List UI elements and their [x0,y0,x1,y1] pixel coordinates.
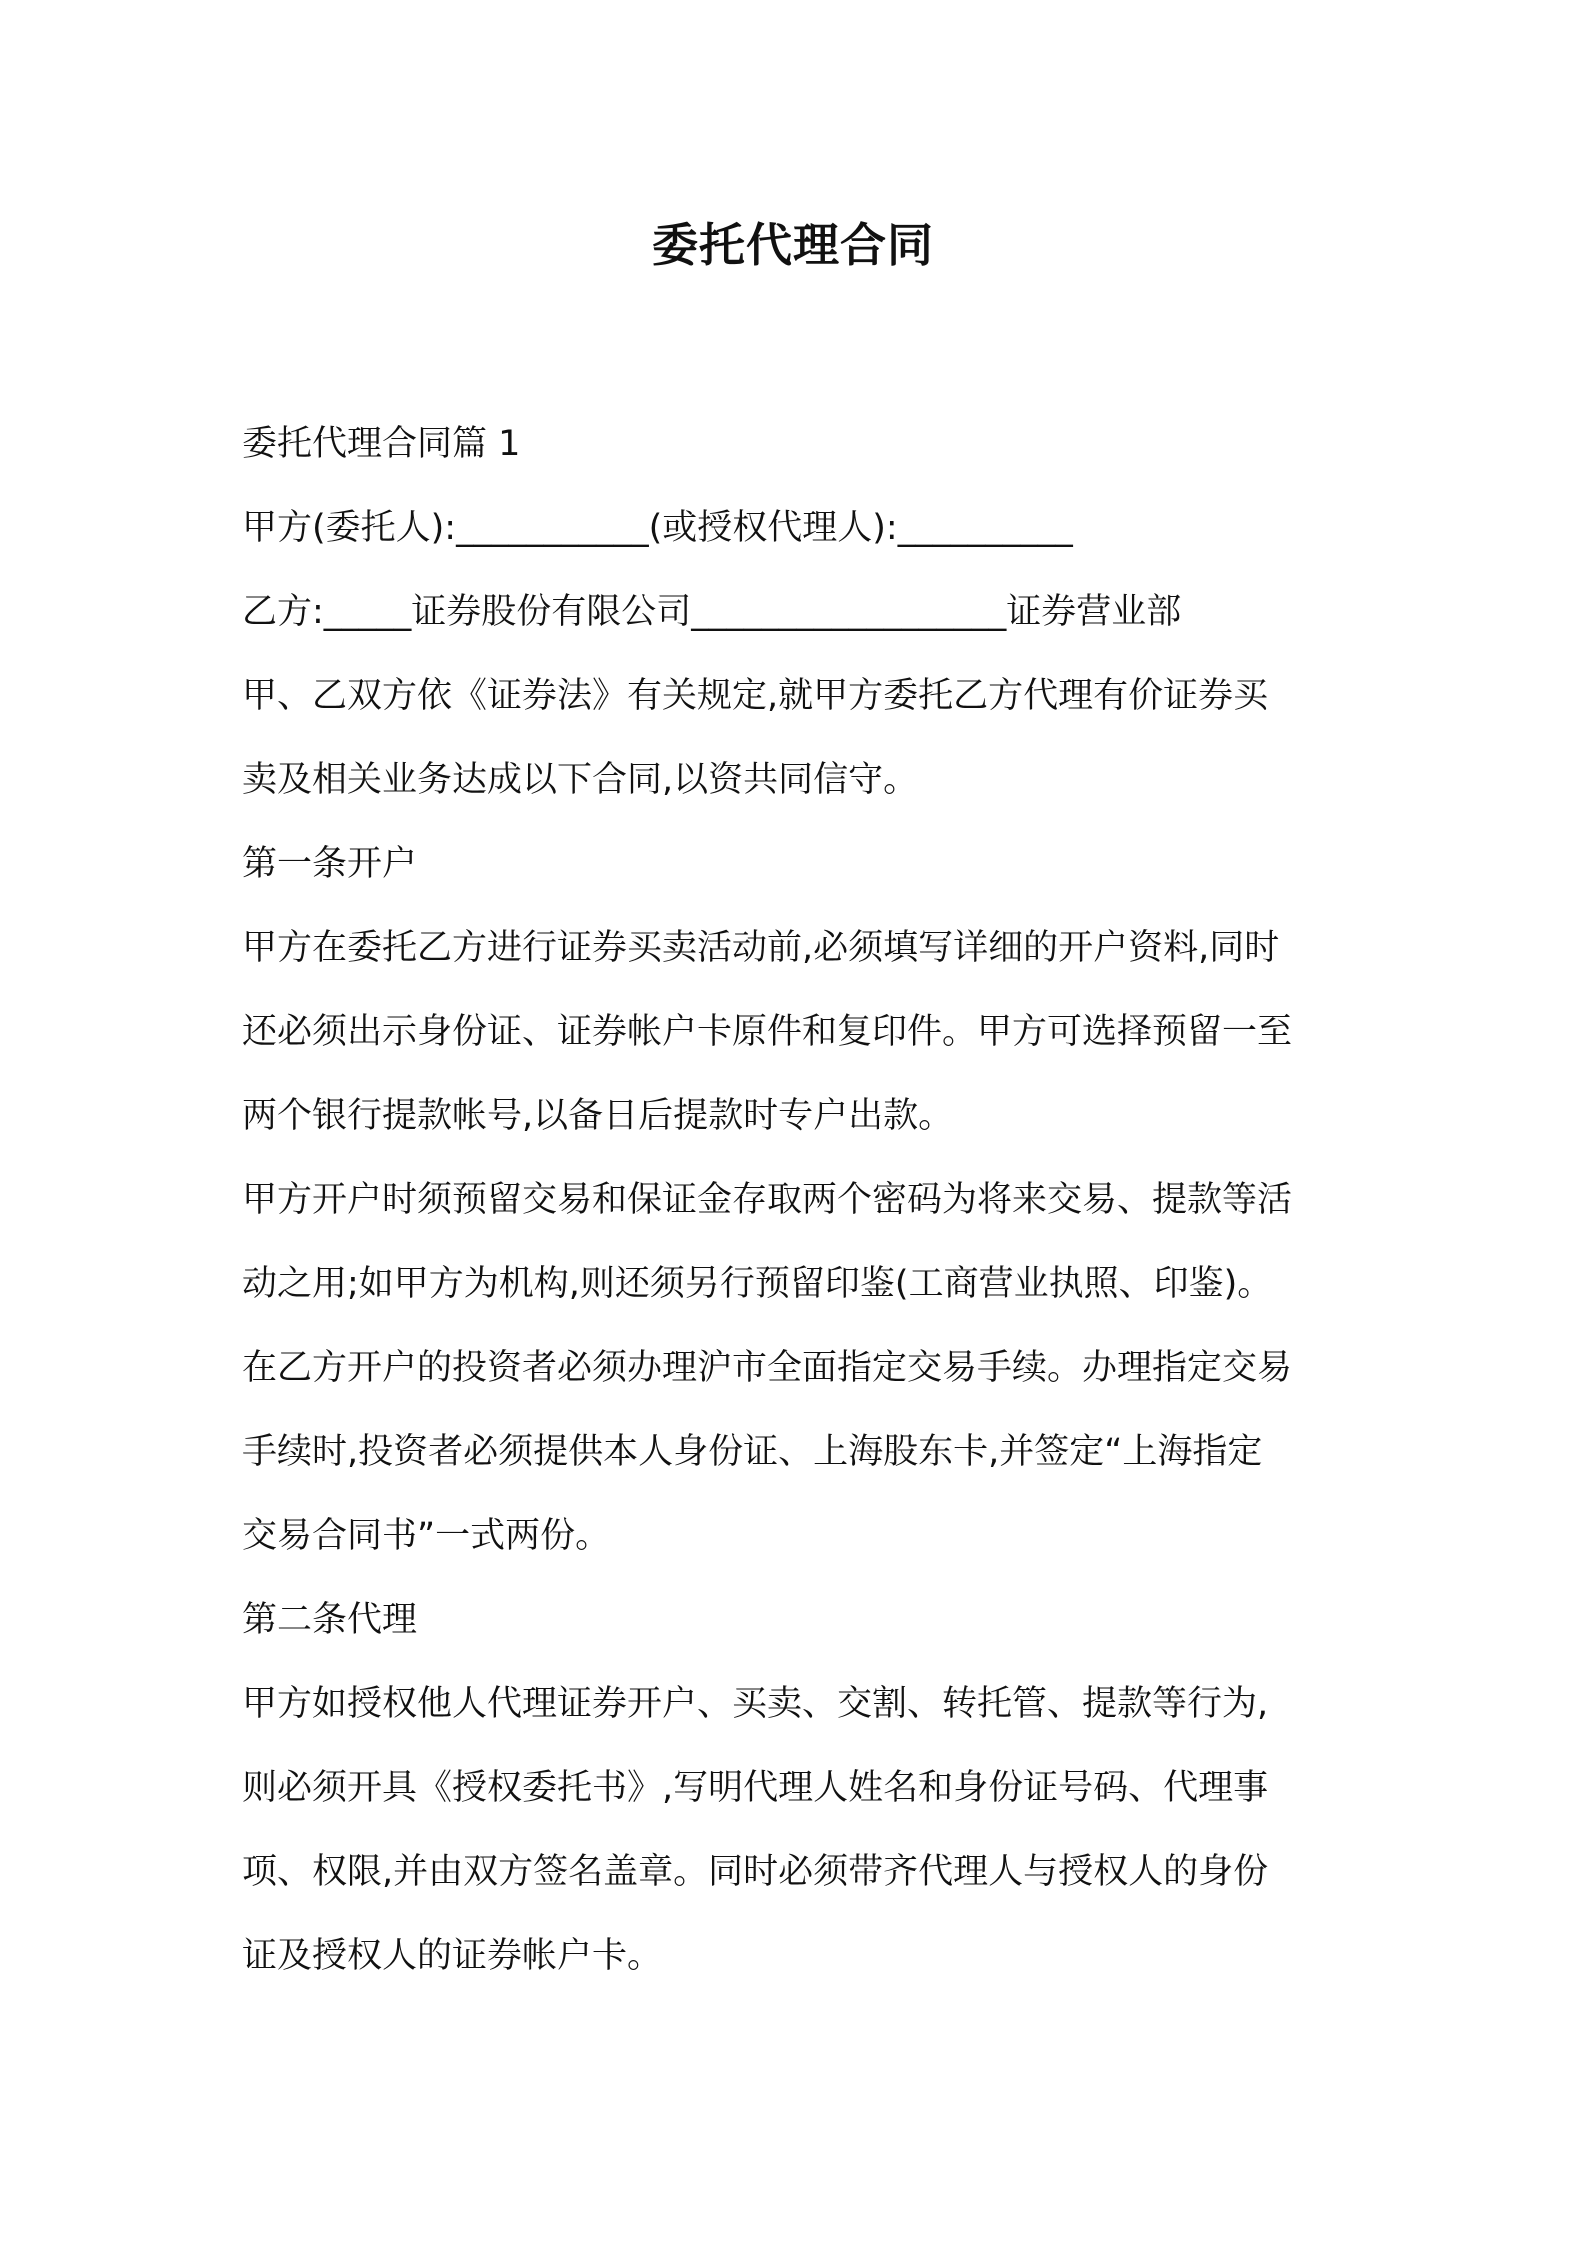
article-1-paragraph-1 [242,906,1362,1158]
intro-paragraph [242,654,1362,822]
paragraph-line: 动之用;如甲方为机构,则还须另行预留印鉴(工商营业执照、印鉴)。 [242,1264,1273,1304]
paragraph-line: 甲方开户时须预留交易和保证金存取两个密码为将来交易、提款等活 [242,1180,1293,1220]
paragraph-line: 甲方在委托乙方进行证券买卖活动前,必须填写详细的开户资料,同时 [242,928,1280,968]
party-a-line: 甲方(委托人):___________(或授权代理人):__________ [242,508,1073,548]
paragraph-line: 项、权限,并由双方签名盖章。同时必须带齐代理人与授权人的身份 [242,1852,1269,1892]
document-body [242,402,1362,1998]
section-heading: 委托代理合同篇 1 [242,424,521,464]
article-1-heading: 第一条开户 [242,844,418,884]
paragraph-line: 在乙方开户的投资者必须办理沪市全面指定交易手续。办理指定交易 [242,1348,1293,1388]
paragraph-line: 手续时,投资者必须提供本人身份证、上海股东卡,并签定“上海指定 [242,1432,1263,1472]
article-2-heading: 第二条代理 [242,1600,418,1640]
paragraph-line: 甲方如授权他人代理证券开户、买卖、交割、转托管、提款等行为, [242,1684,1269,1724]
party-b-line: 乙方:_____证券股份有限公司__________________证券营业部 [242,592,1182,632]
paragraph-line: 两个银行提款帐号,以备日后提款时专户出款。 [242,1096,954,1136]
paragraph-line: 卖及相关业务达成以下合同,以资共同信守。 [242,760,919,800]
paragraph-line: 则必须开具《授权委托书》,写明代理人姓名和身份证号码、代理事 [242,1768,1269,1808]
paragraph-line: 还必须出示身份证、证券帐户卡原件和复印件。甲方可选择预留一至 [242,1012,1293,1052]
paragraph-line: 证及授权人的证券帐户卡。 [242,1936,663,1976]
paragraph-line: 交易合同书”一式两份。 [242,1516,611,1556]
article-2-paragraph-1 [242,1662,1362,1998]
article-1-paragraph-2 [242,1158,1362,1326]
article-1-paragraph-3 [242,1326,1362,1578]
document-title: 委托代理合同 [652,218,934,272]
paragraph-line: 甲、乙双方依《证券法》有关规定,就甲方委托乙方代理有价证券买 [242,676,1269,716]
